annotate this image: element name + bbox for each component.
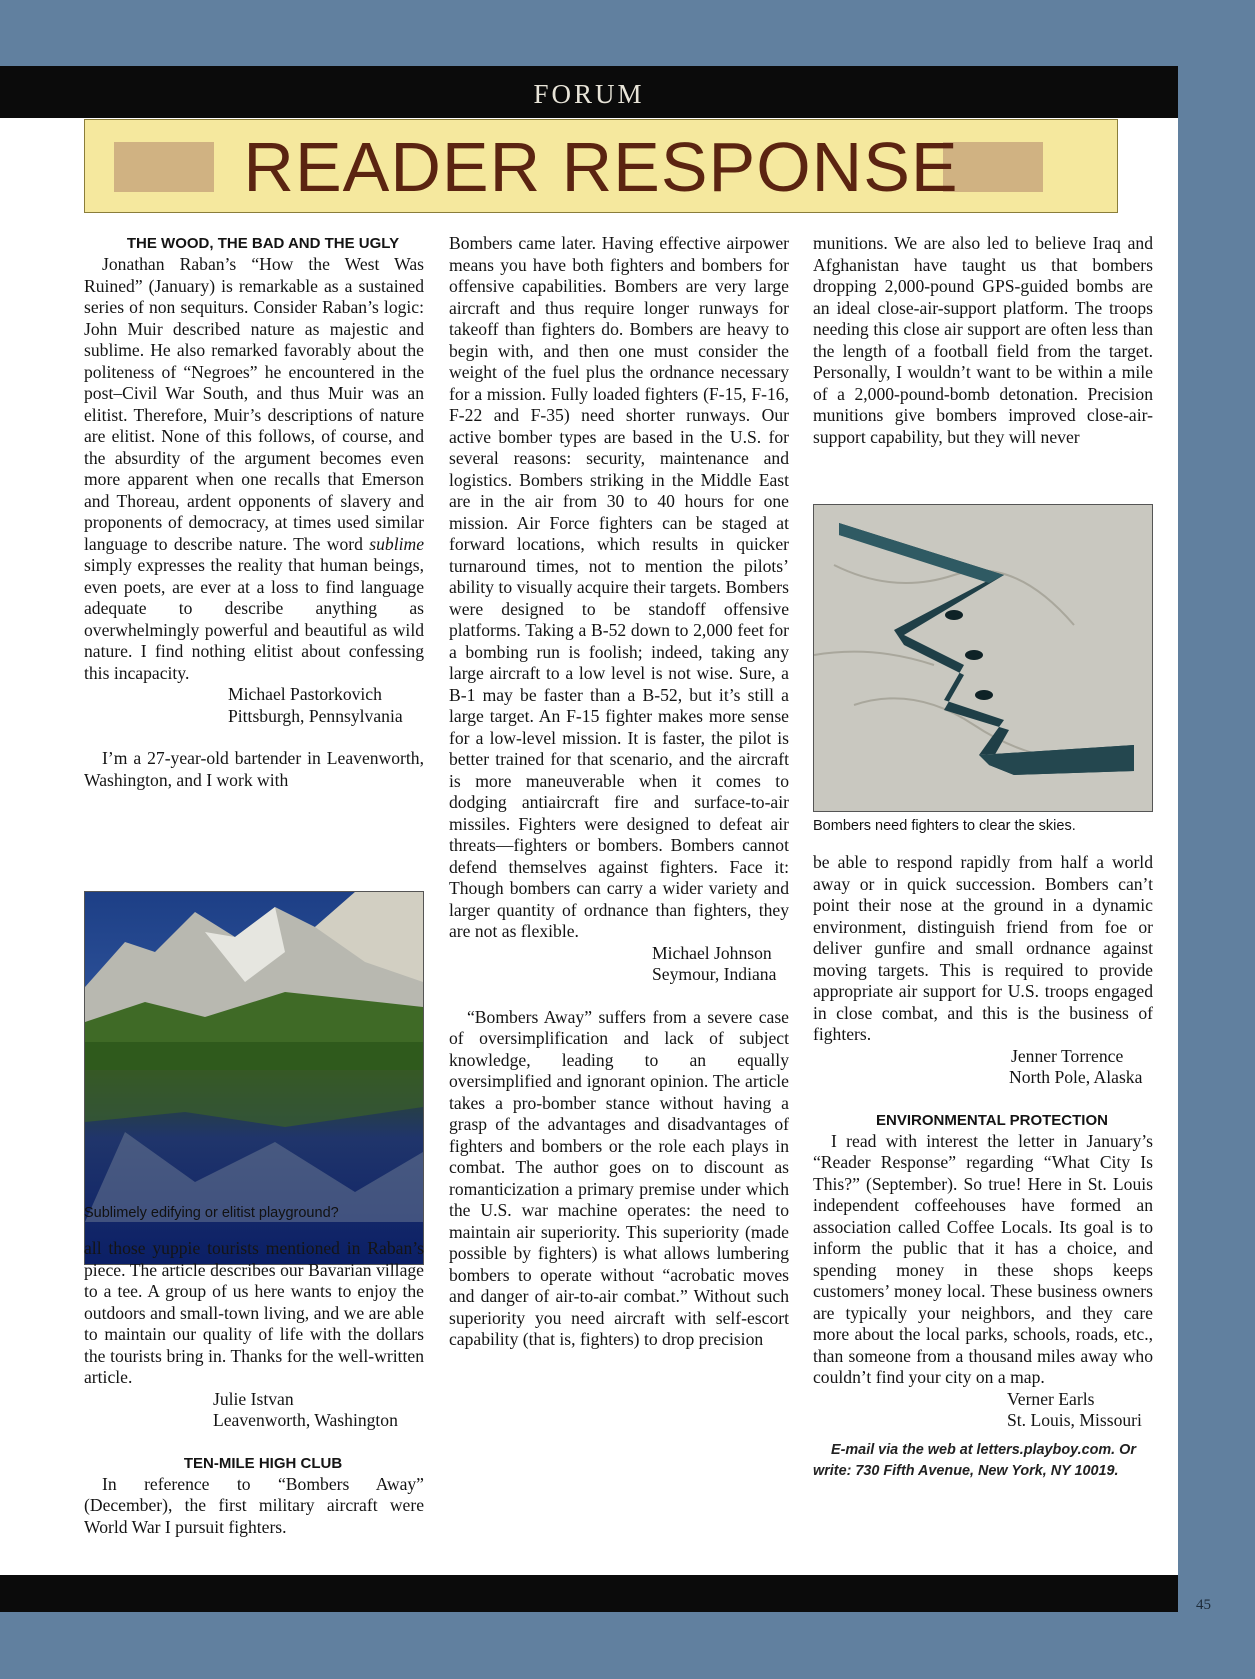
signature-name: Michael Johnson (652, 942, 772, 963)
letter-body: Bombers came later. Having effective airpower means you have both fighters and bombers for offensive capabilities. Bombers are very large aircraft and thus require longer runways for takeoff than fighters do. Bombers are heavy to begin with, and then one must consider the weight of the fuel plus the ordnance necessary for a mission. Fully loaded fighters (F-15, F-16, F-22 and F-35) need shorter runways. Our active bomber types are based in the U.S. for several reasons: security, maintenance and logistics. Bombers striking in the Middle East are in the air from 30 to 40 hours for one mission. Air Force fighters can be staged at forward locations, which results in quicker turnaround times, not to mention the pilots’ ability to visually acquire their targets. Bombers were designed to be standoff offensive platforms. Taking a B-52 down to 2,000 feet for a bombing run is foolish; indeed, taking any large aircraft to a low level is not wise. Sure, a B-1 may be faster than a B-52, but it’s still a large target. An F-15 fighter makes more sense for a low-level mission. It is faster, the pilot is better trained for that scenario, and the aircraft is more maneuverable when it comes to dodging antiaircraft fire and surface-to-air missiles. Fighters were designed to defeat air threats—fighters or bombers. Bombers cannot defend themselves against fighters. Face it: Though bombers can carry a wider variety and larger quantity of ordnance than fighters, they are not as flexible. (449, 233, 789, 941)
letter-body: I read with interest the letter in January’s “Reader Response” regarding “What City Is This?” (September). So true! Here in St. Louis independent coffeehouses have formed an association called Coffee Locals. Its goal is to inform the public that it has a choice, and spending money in these shops keeps customers’ money local. These business owners are typically your neighbors, and they care more about the local parks, schools, roads, etc., than someone from a thousand miles away who couldn’t find your city on a map. (813, 1130, 1153, 1387)
letter-body: “Bombers Away” suffers from a severe case of oversimplification and lack of subject knowledge, leading to an equally oversimplified and ignorant opinion. The article takes a pro-bomber stance without having a grasp of the advantages and disadvantages of fighters and bombers or the role each plays in combat. The author goes on to discount as romanticization a primary premise under which the U.S. war machine operates: the need to maintain air superiority. This superiority (made possible by fighters) is what allows lumbering bombers to operate without “acrobatic moves and danger of air-to-air combat.” Without such superiority you need aircraft with self-escort capability (that is, fighters) to drop precision (449, 1006, 789, 1349)
contact-note: E-mail via the web at letters.playboy.com. Or write: 730 Fifth Avenue, New York, NY 10019. (813, 1441, 1136, 1479)
signature-place: St. Louis, Missouri (1007, 1410, 1142, 1430)
signature-name: Julie Istvan (213, 1388, 294, 1409)
magazine-page (0, 66, 1178, 1612)
signature-name: Michael Pastorkovich (228, 684, 382, 704)
column-3-continued (813, 852, 1153, 1482)
column-1 (84, 233, 424, 791)
signature-place: Leavenworth, Washington (213, 1410, 398, 1430)
column-3 (813, 233, 1153, 448)
column-2 (449, 233, 789, 1351)
letter-body: be able to respond rapidly from half a world away or in quick succession. Bombers can’t point their nose at the ground in a dynamic environment, distinguish friend from foe or deliver gunfire and small ordnance against moving targets. This is required to provide appropriate air support for U.S. troops engaged in close combat, and this is the business of fighters. (813, 852, 1153, 1044)
signature-name: Jenner Torrence (1011, 1045, 1124, 1066)
column-1-continued (84, 1238, 424, 1538)
letter-body: I’m a 27-year-old bartender in Leavenworth, Washington, and I work with (84, 748, 424, 790)
footer-bar (0, 1575, 1178, 1612)
section-header: FORUM (0, 66, 1178, 118)
signature-place: North Pole, Alaska (1009, 1067, 1143, 1087)
photo-caption: Sublimely edifying or elitist playground? (84, 1205, 339, 1221)
page-title: READER RESPONSE (243, 128, 959, 206)
stealth-bomber-image (814, 505, 1152, 811)
letter-body: all those yuppie tourists mentioned in Raban’s piece. The article describes our Bavarian village to a tee. A group of us here wants to enjoy the outdoors and small-town living, and we are able to maintain our quality of life with the dollars the tourists bring in. Thanks for the well-written article. (84, 1238, 424, 1387)
letter-body: munitions. We are also led to believe Iraq and Afghanistan have taught us that bombers dropping 2,000-pound GPS-guided bombs are an ideal close-air-support platform. The troops needing this close air support are often less than the length of a football field from the target. Personally, I wouldn’t want to be within a mile of a 2,000-pound-bomb detonation. Precision munitions give bombers improved close-air-support capability, but they will never (813, 233, 1153, 447)
page-number: 45 (1196, 1597, 1211, 1613)
letter-heading: TEN-MILE HIGH CLUB (183, 1454, 343, 1472)
signature-place: Pittsburgh, Pennsylvania (228, 705, 403, 726)
letter-body: In reference to “Bombers Away” (December), the first military aircraft were World War I pursuit fighters. (84, 1473, 424, 1537)
letter-body: Jonathan Raban’s “How the West Was Ruined” (January) is remarkable as a sustained series of non sequiturs. Consider Raban’s logic: John Muir described nature as majestic and sublime. He also remarked favorably about the politeness of “Negroes” he encountered in the post–Civil War South, and thus Muir was an elitist. Therefore, Muir’s descriptions of nature are elitist. None of this follows, of course, and the absurdity of the argument becomes even more apparent when one recalls that Emerson and Thoreau, ardent opponents of slavery and proponents of democracy, at times used similar language to describe nature. The word sublime simply expresses the reality that human beings, even poets, are ever at a loss to find language adequate to describe anything as overwhelmingly powerful and beautiful as wild nature. I find nothing elitist about confessing this incapacity. (84, 254, 424, 683)
signature-name: Verner Earls (1007, 1388, 1095, 1409)
title-banner (84, 119, 1118, 213)
photo-caption: Bombers need fighters to clear the skies. (813, 818, 1076, 834)
signature-place: Seymour, Indiana (652, 964, 777, 984)
letter-heading: ENVIRONMENTAL PROTECTION (876, 1111, 1108, 1129)
letter-heading: THE WOOD, THE BAD AND THE UGLY (126, 235, 400, 252)
stealth-bomber-photo (813, 504, 1153, 812)
